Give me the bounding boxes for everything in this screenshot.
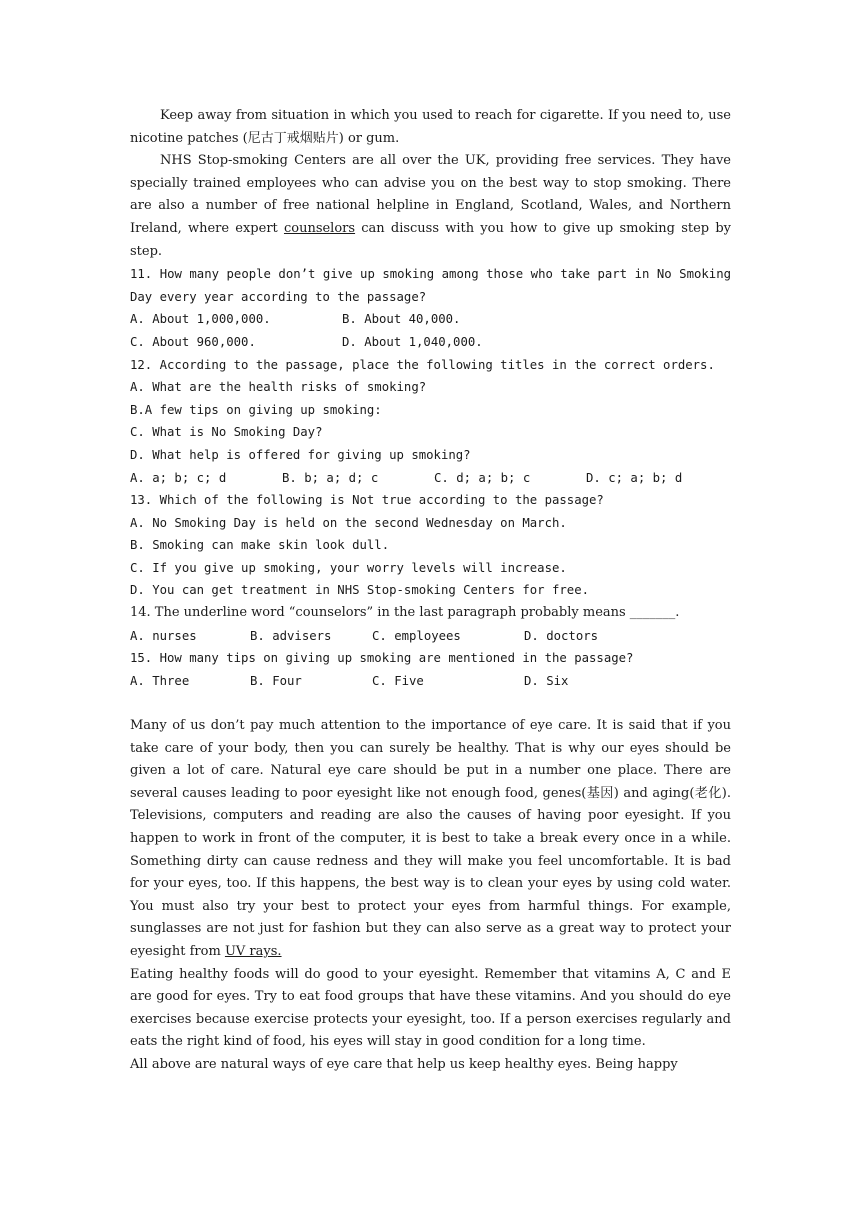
option-c: C. Five <box>372 673 424 688</box>
option-d: D. doctors <box>524 628 599 643</box>
paragraph-text: Many of us don’t pay much attention to the importance of eye care. It is said that if you take care of your body, then you can surely be healthy. That is why our eyes should be given a lot of care. Natural eye care should be put in a number one place. There are several causes leading to poor eyesight like not enough food, genes(基因) and aging(老化). Televisions, computers and reading are also the causes of having poor eyesight. If you happen to work in front of the computer, it is best to take a break every once in a while. Something dirty can cause redness and they will make you feel uncomfortable. It is bad for your eyes, too. If this happens, the best way is to clean your eyes by using cold water. You must also try your best to protect your eyes from harmful things. For example, sunglasses are not just for fashion but they can also serve as a great way to protect your eyesight from <box>130 718 731 959</box>
question-15-options <box>130 670 731 693</box>
paragraph-healthy-foods: Eating healthy foods will do good to your eyesight. Remember that vitamins A, C and E are good for eyes. Try to eat food groups that have these vitamins. And you should do eye exercises because exercise protects your eyesight, too. If a person exercises regularly and eats the right kind of food, his eyes will stay in good condition for a long time. <box>130 966 731 1050</box>
title-b: B.A few tips on giving up smoking: <box>130 402 382 417</box>
option-b: B. Four <box>250 673 302 688</box>
paragraph-conclusion: All above are natural ways of eye care that help us keep healthy eyes. Being happy <box>130 1056 678 1072</box>
option-a: A. a; b; c; d <box>130 470 227 485</box>
title-c: C. What is No Smoking Day? <box>130 425 323 440</box>
question-15-stem: 15. How many tips on giving up smoking are mentioned in the passage? <box>130 651 634 666</box>
option-b: B. Smoking can make skin look dull. <box>130 538 390 553</box>
section-gap <box>130 692 731 715</box>
option-c: C. If you give up smoking, your worry levels will increase. <box>130 560 567 575</box>
option-d: D. c; a; b; d <box>586 470 683 485</box>
option-d: D. You can get treatment in NHS Stop-smoking Centers for free. <box>130 583 590 598</box>
option-c: C. d; a; b; c <box>434 470 531 485</box>
question-12-stem: 12. According to the passage, place the following titles in the correct orders. <box>130 357 715 372</box>
option-c: C. employees <box>372 628 461 643</box>
option-b: B. advisers <box>250 628 332 643</box>
underlined-phrase-uv-rays: UV rays. <box>224 943 282 959</box>
option-b: B. b; a; d; c <box>282 470 379 485</box>
question-14-options <box>130 625 731 648</box>
title-a: A. What are the health risks of smoking? <box>130 380 427 395</box>
option-c: C. About 960,000. <box>130 334 256 349</box>
option-a: A. No Smoking Day is held on the second Wednesday on March. <box>130 515 567 530</box>
option-a: A. About 1,000,000. <box>130 312 271 327</box>
paragraph-eye-care <box>130 715 731 964</box>
option-d: D. About 1,040,000. <box>342 334 483 349</box>
option-a: A. nurses <box>130 628 197 643</box>
paragraph-nhs-centers <box>130 150 731 263</box>
underlined-word-counselors: counselors <box>283 220 356 236</box>
question-12-options <box>130 467 731 490</box>
paragraph-text: can discuss with you how to give up smoking step by step. <box>130 220 731 259</box>
title-d: D. What help is offered for giving up smoking? <box>130 447 471 462</box>
option-b: B. About 40,000. <box>342 312 461 327</box>
question-11-stem: 11. How many people don’t give up smoking among those who take part in No Smoking Day every year according to the passage? <box>130 267 731 304</box>
paragraph-text: NHS Stop-smoking Centers are all over the UK, providing free services. They have specially trained employees who can advise you on the best way to stop smoking. There are also a number of free national helpline in England, Scotland, Wales, and Northern Ireland, where expert <box>130 153 731 236</box>
option-d: D. Six <box>524 673 569 688</box>
document-page <box>130 105 731 1077</box>
question-13-stem: 13. Which of the following is Not true according to the passage? <box>130 493 604 508</box>
option-a: A. Three <box>130 673 190 688</box>
question-11-options-row-1 <box>130 308 731 331</box>
question-11-options-row-2 <box>130 331 731 354</box>
paragraph-nicotine-tips: Keep away from situation in which you used to reach for cigarette. If you need to, use nicotine patches (尼古丁戒烟贴片) or gum. <box>130 108 731 146</box>
question-14-stem: 14. The underline word “counselors” in the last paragraph probably means _______. <box>130 605 680 621</box>
